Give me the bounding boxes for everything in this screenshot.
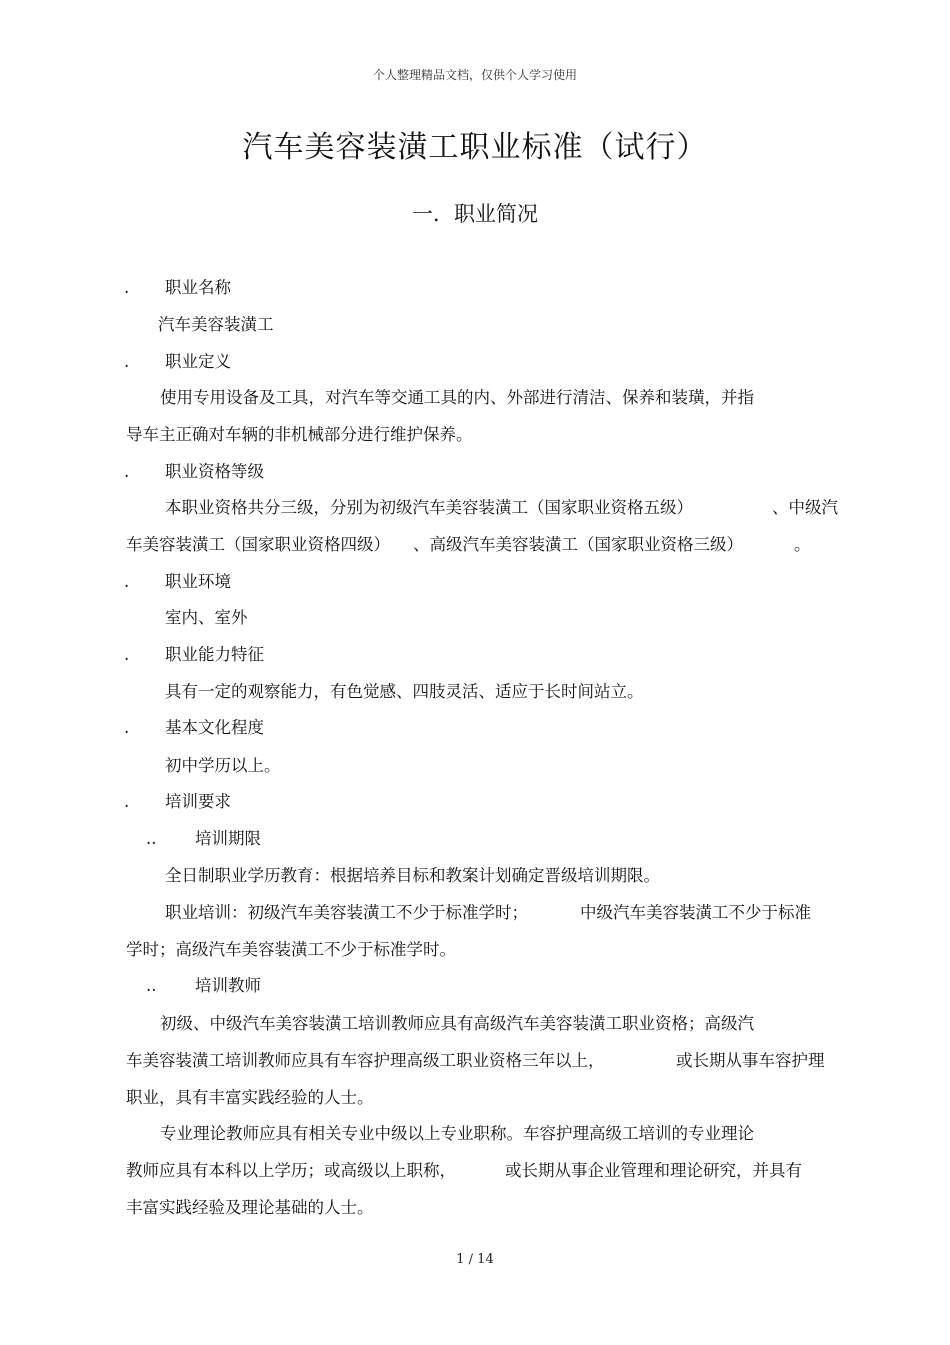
teachers-p1-line-2a: 车美容装潢工培训教师应具有车容护理高级工职业资格三年以上，	[126, 1051, 605, 1070]
grades-line-2a: 车美容装潢工（国家职业资格四级）	[126, 535, 390, 554]
teachers-p2-line-1: 专业理论教师应具有相关专业中级以上专业职称。车容护理高级工培训的专业理论	[160, 1124, 754, 1143]
definition-line-2: 导车主正确对车辆的非机械部分进行维护保养。	[126, 425, 473, 444]
definition-line-1: 使用专用设备及工具，对汽车等交通工具的内、外部进行清洁、保养和装璜，并指	[160, 388, 754, 407]
teachers-p1-line-2b: 或长期从事车容护理	[676, 1051, 825, 1070]
list-bullet: .	[124, 352, 130, 371]
header-note: 个人整理精品文档，仅供个人学习使用	[372, 68, 577, 82]
period-line-3: 学时；高级汽车美容装潢工不少于标准学时。	[126, 940, 456, 959]
period-line-1: 全日制职业学历教育：根据培养目标和教案计划确定晋级培训期限。	[165, 866, 660, 885]
period-line-2a: 职业培训：初级汽车美容装潢工不少于标准学时；	[165, 903, 528, 922]
list-bullet: .	[124, 572, 130, 591]
teachers-p2-line-2a: 教师应具有本科以上学历；或高级以上职称，	[126, 1161, 456, 1180]
teachers-p1-line-1: 初级、中级汽车美容装潢工培训教师应具有高级汽车美容装潢工职业资格；高级汽	[160, 1014, 754, 1033]
grades-line-2b: 、高级汽车美容装潢工（国家职业资格三级）	[413, 535, 743, 554]
teachers-p1-line-3: 职业，具有丰富实践经验的人士。	[126, 1088, 374, 1107]
list-bullet: .	[124, 645, 130, 664]
item-heading-grades: 职业资格等级	[165, 462, 264, 481]
teachers-p2-line-2b: 或长期从事企业管理和理论研究，并具有	[505, 1161, 802, 1180]
item-heading-training: 培训要求	[165, 792, 231, 811]
item-content-ability: 具有一定的观察能力，有色觉感、四肢灵活、适应于长时间站立。	[165, 682, 644, 701]
grades-line-1b: 、中级汽	[772, 498, 838, 517]
section-title: 一．职业简况	[412, 202, 538, 226]
grades-line-2c: 。	[794, 535, 811, 554]
document-title: 汽车美容装潢工职业标准（试行）	[242, 130, 708, 165]
sub-heading-period: 培训期限	[195, 829, 261, 848]
item-heading-environment: 职业环境	[165, 572, 231, 591]
item-heading-definition: 职业定义	[165, 352, 231, 371]
sub-heading-teachers: 培训教师	[195, 976, 261, 995]
item-content-name: 汽车美容装潢工	[158, 315, 274, 334]
list-bullet: .	[124, 462, 130, 481]
item-content-education: 初中学历以上。	[165, 756, 281, 775]
item-heading-education: 基本文化程度	[165, 718, 264, 737]
item-heading-name: 职业名称	[165, 278, 231, 297]
list-bullet: .	[124, 718, 130, 737]
page-number: 1 / 14	[456, 1252, 494, 1267]
grades-line-1a: 本职业资格共分三级，分别为初级汽车美容装潢工（国家职业资格五级）	[165, 498, 693, 517]
item-content-environment: 室内、室外	[165, 608, 248, 627]
teachers-p2-line-3: 丰富实践经验及理论基础的人士。	[126, 1198, 374, 1217]
list-bullet: .	[124, 278, 130, 297]
period-line-2b: 中级汽车美容装潢工不少于标准	[580, 903, 811, 922]
list-bullet: .	[124, 792, 130, 811]
sub-list-bullet: ..	[146, 829, 157, 848]
sub-list-bullet: ..	[146, 976, 157, 995]
item-heading-ability: 职业能力特征	[165, 645, 264, 664]
